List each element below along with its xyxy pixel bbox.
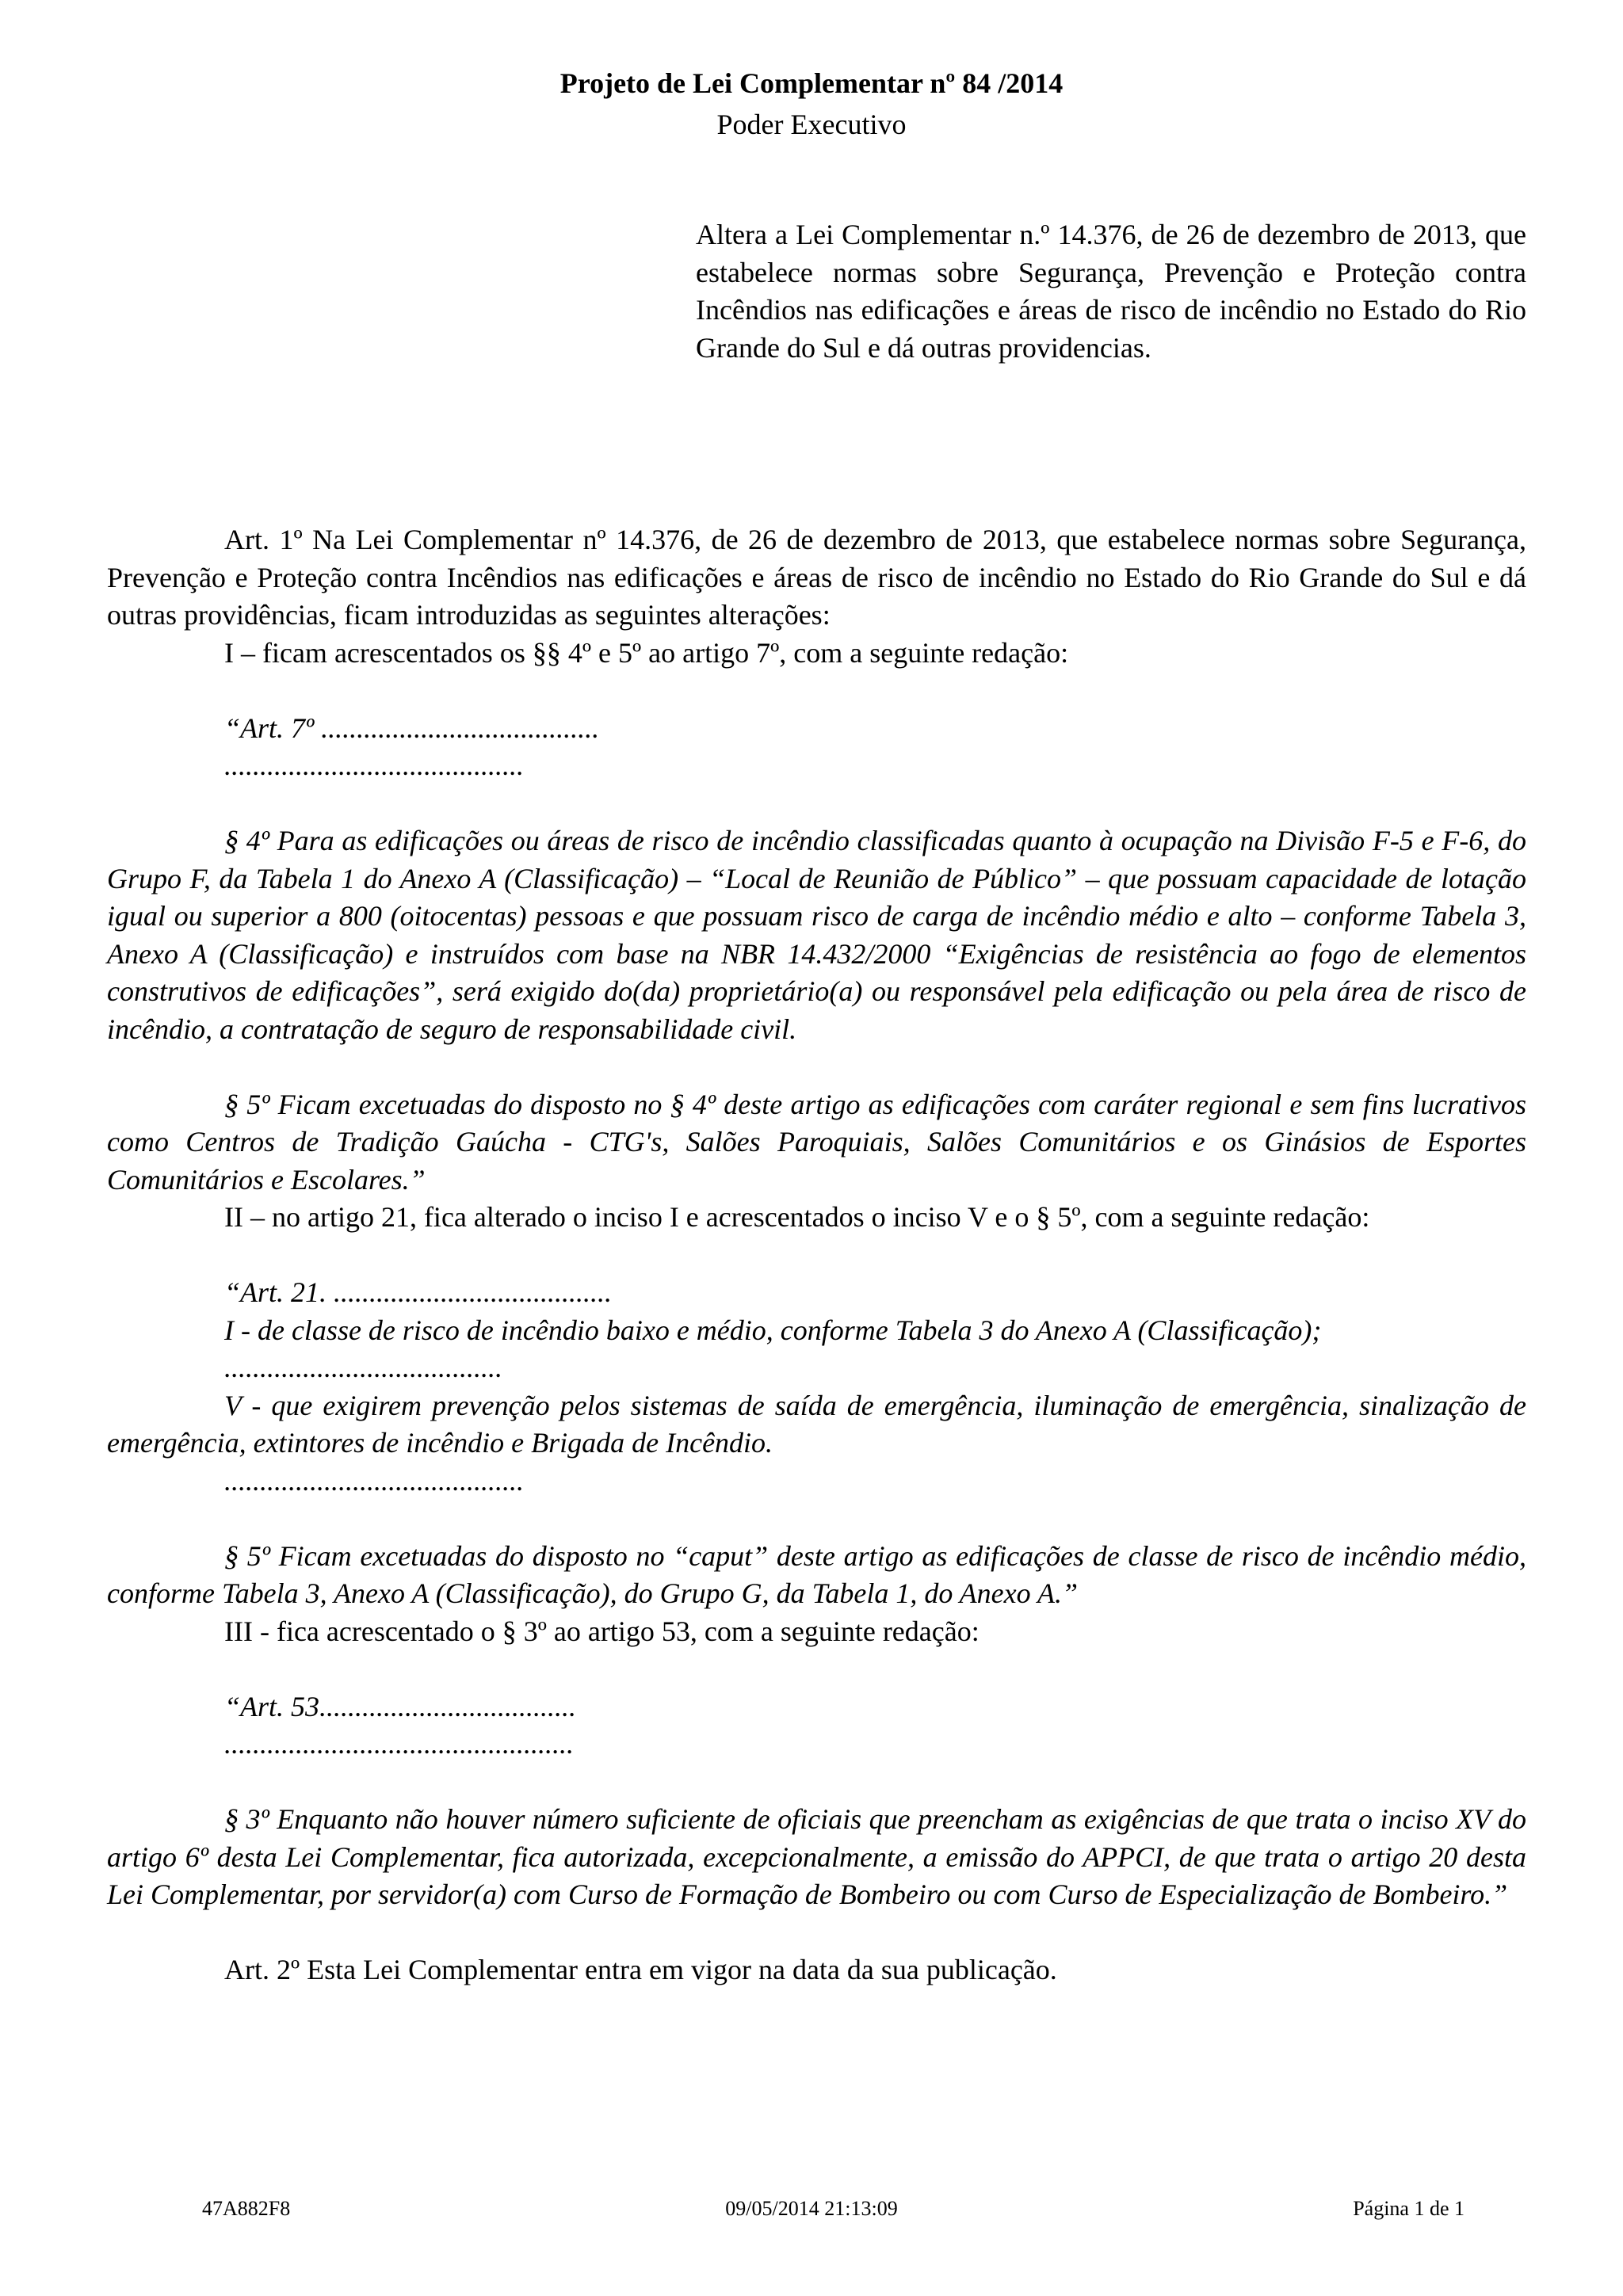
footer-datetime: 09/05/2014 21:13:09 [725,2197,898,2220]
art53-ellipsis: ................................................. [224,1728,574,1760]
item-i: I – ficam acrescentados os §§ 4º e 5º ao artigo 7º, com a seguinte redação: [224,636,1069,669]
article-2: Art. 2º Esta Lei Complementar entra em vigor na data da sua publicação. [224,1954,1057,1985]
document-author: Poder Executivo [716,109,907,140]
article-1: Art. 1º Na Lei Complementar nº 14.376, de 26 de dezembro de 2013, que estabelece normas sobre Segurança, Prevenção e Proteção contra Incêndios nas edificações e áreas de risco de incêndio no Estado do Rio Grande do Sul e dá outras providências, ficam introduzidas as seguintes alterações: [107,524,1526,631]
art7-heading: “Art. 7º ....................................... [224,711,600,744]
paragraph-5-art21: § 5º Ficam excetuadas do disposto no “caput” deste artigo as edificações de classe de risco de incêndio médio, conforme Tabela 3, Anexo A (Classificação), do Grupo G, da Tabela 1, do Anexo A.” [107,1539,1526,1609]
page-footer [0,2193,1623,2225]
document-title: Projeto de Lei Complementar nº 84 /2014 [559,67,1064,99]
paragraph-4: § 4º Para as edificações ou áreas de risco de incêndio classificadas quanto à ocupação na Divisão F-5 e F-6, do Grupo F, da Tabela 1 do Anexo A (Classificação) – “Local de Reunião de Público” – que possuam capacidade de lotação igual ou superior a 800 (oitocentas) pessoas e que possuam risco de carga de incêndio médio e alto – conforme Tabela 3, Anexo A (Classificação) e instruídos com base na NBR 14.432/2000 “Exigências de resistência ao fogo de elementos construtivos de edificações”, será exigido do(da) proprietário(a) ou responsável pela edificação ou pela área de risco de incêndio, a contratação de seguro de responsabilidade civil. [107,825,1526,1045]
document-body [107,521,1526,1989]
footer-page-number: Página 1 de 1 [1353,2197,1465,2220]
paragraph-3: § 3º Enquanto não houver número suficiente de oficiais que preencham as exigências de que trata o inciso XV do artigo 6º desta Lei Complementar, fica autorizada, excepcionalmente, a emissão do APPCI, de que trata o artigo 20 desta Lei Complementar, por servidor(a) com Curso de Formação de Bombeiro ou com Curso de Especialização de Bombeiro.” [107,1803,1526,1910]
art21-heading: “Art. 21. ....................................... [224,1276,613,1308]
item-ii: II – no artigo 21, fica alterado o inciso I e acrescentados o inciso V e o § 5º, com a seguinte redação: [224,1201,1370,1233]
paragraph-5-art7: § 5º Ficam excetuadas do disposto no § 4º deste artigo as edificações com caráter regional e sem fins lucrativos como Centros de Tradição Gaúcha - CTG's, Salões Paroquiais, Salões Comunitários e os Ginásios de Esportes Comunitários e Escolares.” [107,1088,1526,1196]
art21-ellipsis-1: ....................................... [224,1352,502,1383]
inciso-v: V - que exigirem prevenção pelos sistemas de saída de emergência, iluminação de emergência, sinalização de emergência, extintores de incêndio e Brigada de Incêndio. [107,1389,1526,1459]
inciso-i: I - de classe de risco de incêndio baixo e médio, conforme Tabela 3 do Anexo A (Classificação); [224,1314,1322,1346]
art53-heading: “Art. 53.................................... [224,1690,577,1722]
art7-ellipsis: .......................................... [224,749,524,781]
art21-ellipsis-2: .......................................... [224,1464,524,1497]
ementa-summary: Altera a Lei Complementar n.º 14.376, de 26 de dezembro de 2013, que estabelece normas sobre Segurança, Prevenção e Proteção contra Incêndios nas edificações e áreas de risco de incêndio no Estado do Rio Grande do Sul e dá outras providencias. [696,219,1526,364]
footer-doc-code: 47A882F8 [202,2197,291,2220]
item-iii: III - fica acrescentado o § 3º ao artigo 53, com a seguinte redação: [224,1615,980,1647]
